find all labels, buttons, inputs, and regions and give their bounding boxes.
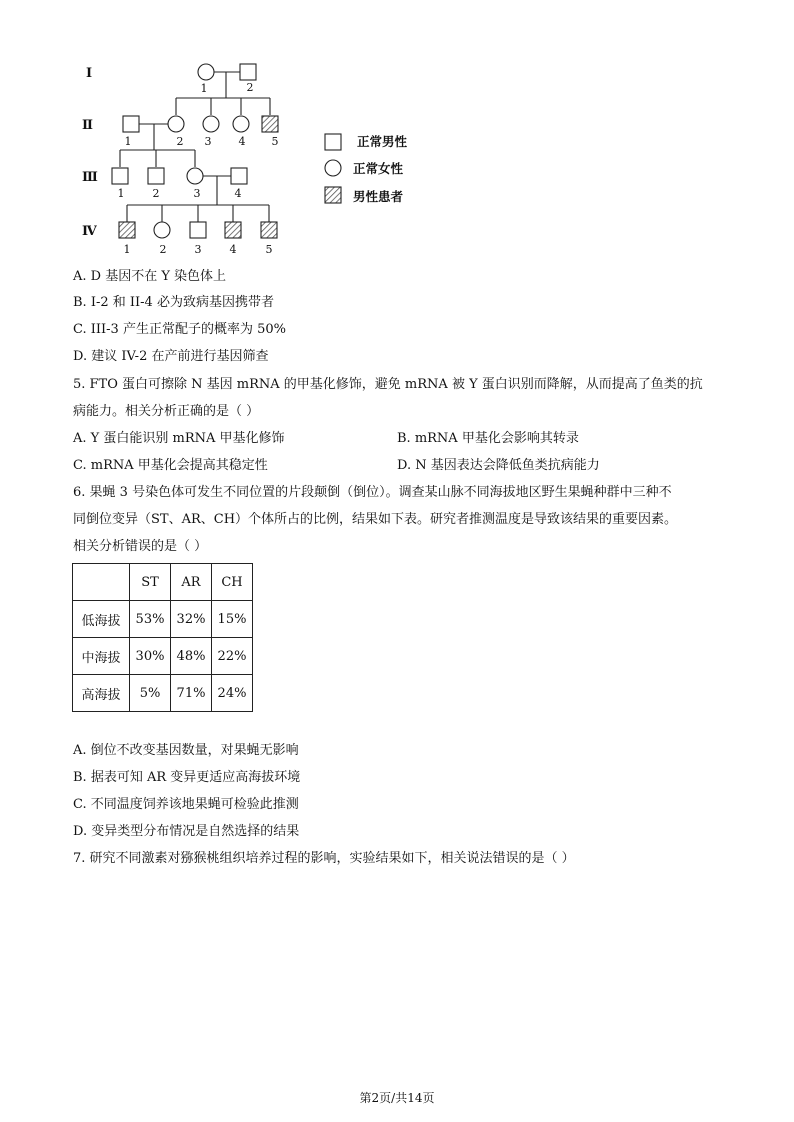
- num-ii3: 3: [204, 135, 212, 148]
- iii3-female: [187, 168, 203, 184]
- num-ii5: 5: [271, 135, 279, 148]
- num-iv4: 4: [229, 243, 237, 256]
- table-cell: 24%: [212, 675, 253, 712]
- q4-option-d: D. 建议 IV-2 在产前进行基因筛查: [73, 349, 269, 364]
- num-iii2: 2: [152, 187, 160, 200]
- table-cell: 22%: [212, 638, 253, 675]
- table-cell: 低海拔: [73, 601, 130, 638]
- table-header-row: [73, 564, 253, 601]
- num-iv5: 5: [265, 243, 273, 256]
- q6-option-b: B. 据表可知 AR 变异更适应高海拔环境: [73, 770, 301, 785]
- q5-option-c: C. mRNA 甲基化会提高其稳定性: [73, 458, 268, 473]
- q6-stem-line3: 相关分析错误的是（ ）: [73, 539, 208, 554]
- legend-normal-female-label: 正常女性: [353, 161, 404, 176]
- ii5-affected-male: [262, 116, 278, 132]
- q5-option-d: D. N 基因表达会降低鱼类抗病能力: [397, 458, 600, 473]
- table-cell: 30%: [130, 638, 171, 675]
- legend-affected-male-symbol: [325, 187, 341, 203]
- ii4-female: [233, 116, 249, 132]
- table-cell: 15%: [212, 601, 253, 638]
- iv1-affected-male: [119, 222, 135, 238]
- i2-male: [240, 64, 256, 80]
- iii2-male: [148, 168, 164, 184]
- q6-option-a: A. 倒位不改变基因数量，对果蝇无影响: [73, 743, 299, 758]
- q6-option-c: C. 不同温度饲养该地果蝇可检验此推测: [73, 797, 299, 812]
- legend-normal-male-symbol: [325, 134, 341, 150]
- table-cell: 71%: [171, 675, 212, 712]
- q4-option-a: A. D 基因不在 Y 染色体上: [73, 269, 227, 284]
- num-iii3: 3: [193, 187, 201, 200]
- q5-stem-line1: 5. FTO 蛋白可擦除 N 基因 mRNA 的甲基化修饰，避免 mRNA 被 Y 蛋白识别而降解，从而提高了鱼类的抗: [73, 377, 703, 392]
- num-i1: 1: [200, 82, 208, 95]
- page-number: 第2页/共14页: [359, 1091, 435, 1105]
- ii2-female: [168, 116, 184, 132]
- gen-label-3: Ⅲ: [82, 170, 98, 185]
- gen-label-1: I: [86, 66, 93, 81]
- iv2-female: [154, 222, 170, 238]
- num-ii2: 2: [176, 135, 184, 148]
- num-ii4: 4: [238, 135, 246, 148]
- table-header-cell: AR: [171, 564, 212, 601]
- num-iv3: 3: [194, 243, 202, 256]
- table-cell: 48%: [171, 638, 212, 675]
- q5-option-a: A. Y 蛋白能识别 mRNA 甲基化修饰: [73, 431, 285, 446]
- num-iv1: 1: [123, 243, 131, 256]
- table-cell: 53%: [130, 601, 171, 638]
- table-row: [73, 638, 253, 675]
- num-iii1: 1: [117, 187, 125, 200]
- gen-label-4: Ⅳ: [82, 224, 97, 239]
- table-row: [73, 601, 253, 638]
- iii1-male: [112, 168, 128, 184]
- q7-stem: 7. 研究不同激素对猕猴桃组织培养过程的影响，实验结果如下，相关说法错误的是（ ）: [73, 851, 575, 866]
- inversion-frequency-table: [72, 563, 253, 712]
- table-cell: 5%: [130, 675, 171, 712]
- iv4-affected-male: [225, 222, 241, 238]
- num-i2: 2: [246, 81, 254, 94]
- gen-label-2: Ⅱ: [82, 118, 93, 133]
- iii4-male: [231, 168, 247, 184]
- table-cell: 中海拔: [73, 638, 130, 675]
- q6-stem-line1: 6. 果蝇 3 号染色体可发生不同位置的片段颠倒（倒位）。调查某山脉不同海拔地区野生果蝇种群中三种不: [73, 485, 672, 500]
- q6-stem-line2: 同倒位变异（ST、AR、CH）个体所占的比例，结果如下表。研究者推测温度是导致该结果的重要因素。: [73, 512, 678, 527]
- table-row: [73, 675, 253, 712]
- q4-option-c: C. III-3 产生正常配子的概率为 50%: [73, 322, 286, 337]
- ii3-female: [203, 116, 219, 132]
- legend-normal-male-label: 正常男性: [357, 134, 408, 149]
- pedigree-chart: [70, 55, 430, 265]
- ii1-male: [123, 116, 139, 132]
- i1-female: [198, 64, 214, 80]
- table-header-cell: CH: [212, 564, 253, 601]
- legend-affected-male-label: 男性患者: [353, 189, 404, 204]
- iv5-affected-male: [261, 222, 277, 238]
- table-cell: 32%: [171, 601, 212, 638]
- q6-option-d: D. 变异类型分布情况是自然选择的结果: [73, 824, 300, 839]
- legend-normal-female-symbol: [325, 160, 341, 176]
- q5-stem-line2: 病能力。相关分析正确的是（ ）: [73, 404, 260, 419]
- q5-option-b: B. mRNA 甲基化会影响其转录: [397, 431, 579, 446]
- table-header-cell: ST: [130, 564, 171, 601]
- table-header-cell: [73, 564, 130, 601]
- num-iv2: 2: [159, 243, 167, 256]
- iv3-male: [190, 222, 206, 238]
- num-iii4: 4: [234, 187, 242, 200]
- table-cell: 高海拔: [73, 675, 130, 712]
- num-ii1: 1: [124, 135, 132, 148]
- q4-option-b: B. I-2 和 II-4 必为致病基因携带者: [73, 295, 274, 310]
